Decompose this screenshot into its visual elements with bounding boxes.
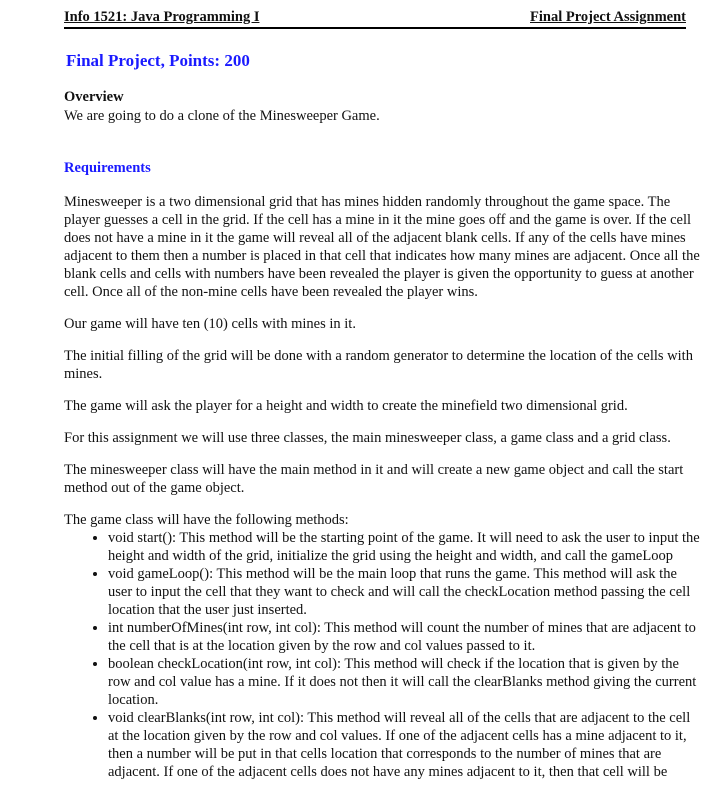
course-title: Info 1521: Java Programming I xyxy=(64,9,260,25)
list-item: • void clearBlanks(int row, int col): This method will reveal all of the cells that are adjacent to the cell at the location given by the row and col values. If one of the adjacent cells has a mine adjacent to it, then a number will be put in that cells location that corresponds to the number of mines that are adjacent. If one of the adjacent cells does not have any mines adjacent to it, then that cell will be xyxy=(108,709,704,781)
list-item: • void start(): This method will be the starting point of the game. It will need to ask the user to input the height and width of the grid, initialize the grid using the height and width, and call the gameLoop xyxy=(108,529,704,565)
requirements-body xyxy=(64,193,704,781)
page-title: Final Project, Points: 200 xyxy=(66,51,250,70)
paragraph: The minesweeper class will have the main method in it and will create a new game object and call the start method out of the game object. xyxy=(64,462,684,496)
paragraph: For this assignment we will use three classes, the main minesweeper class, a game class and a grid class. xyxy=(64,430,671,446)
list-item: • boolean checkLocation(int row, int col): This method will check if the location that is given by the row and col value has a mine. If it does not then it will call the clearBlanks method giving the current location. xyxy=(108,655,704,709)
list-item: • void gameLoop(): This method will be the main loop that runs the game. This method will ask the user to input the cell that they want to check and will call the checkLocation method passing the cell location that the user just inserted. xyxy=(108,565,704,619)
page-header xyxy=(64,9,686,29)
paragraph: Our game will have ten (10) cells with mines in it. xyxy=(64,316,356,332)
overview-heading: Overview xyxy=(64,89,124,105)
method-list xyxy=(64,529,704,781)
paragraph: Minesweeper is a two dimensional grid that has mines hidden randomly throughout the game space. The player guesses a cell in the grid. If the cell has a mine in it the mine goes off and the game is over. If the cell does not have a mine in it the game will reveal all of the adjacent blank cells. If any of the cells have mines adjacent to them then a number is placed in that cell that indicates how many mines are adjacent. Once all the blank cells and cells with numbers have been revealed the player is given the opportunity to guess at another cell. Once all of the non-mine cells have been revealed the player wins. xyxy=(64,194,700,300)
requirements-heading: Requirements xyxy=(64,160,151,176)
list-item: • int numberOfMines(int row, int col): This method will count the number of mines that are adjacent to the cell that is at the location given by the row and col values passed to it. xyxy=(108,619,704,655)
overview-text: We are going to do a clone of the Minesweeper Game. xyxy=(64,108,380,124)
assignment-label: Final Project Assignment xyxy=(530,9,686,25)
paragraph: The initial filling of the grid will be done with a random generator to determine the location of the cells with mines. xyxy=(64,348,693,382)
paragraph: The game class will have the following methods: xyxy=(64,512,349,528)
paragraph: The game will ask the player for a height and width to create the minefield two dimensional grid. xyxy=(64,398,628,414)
